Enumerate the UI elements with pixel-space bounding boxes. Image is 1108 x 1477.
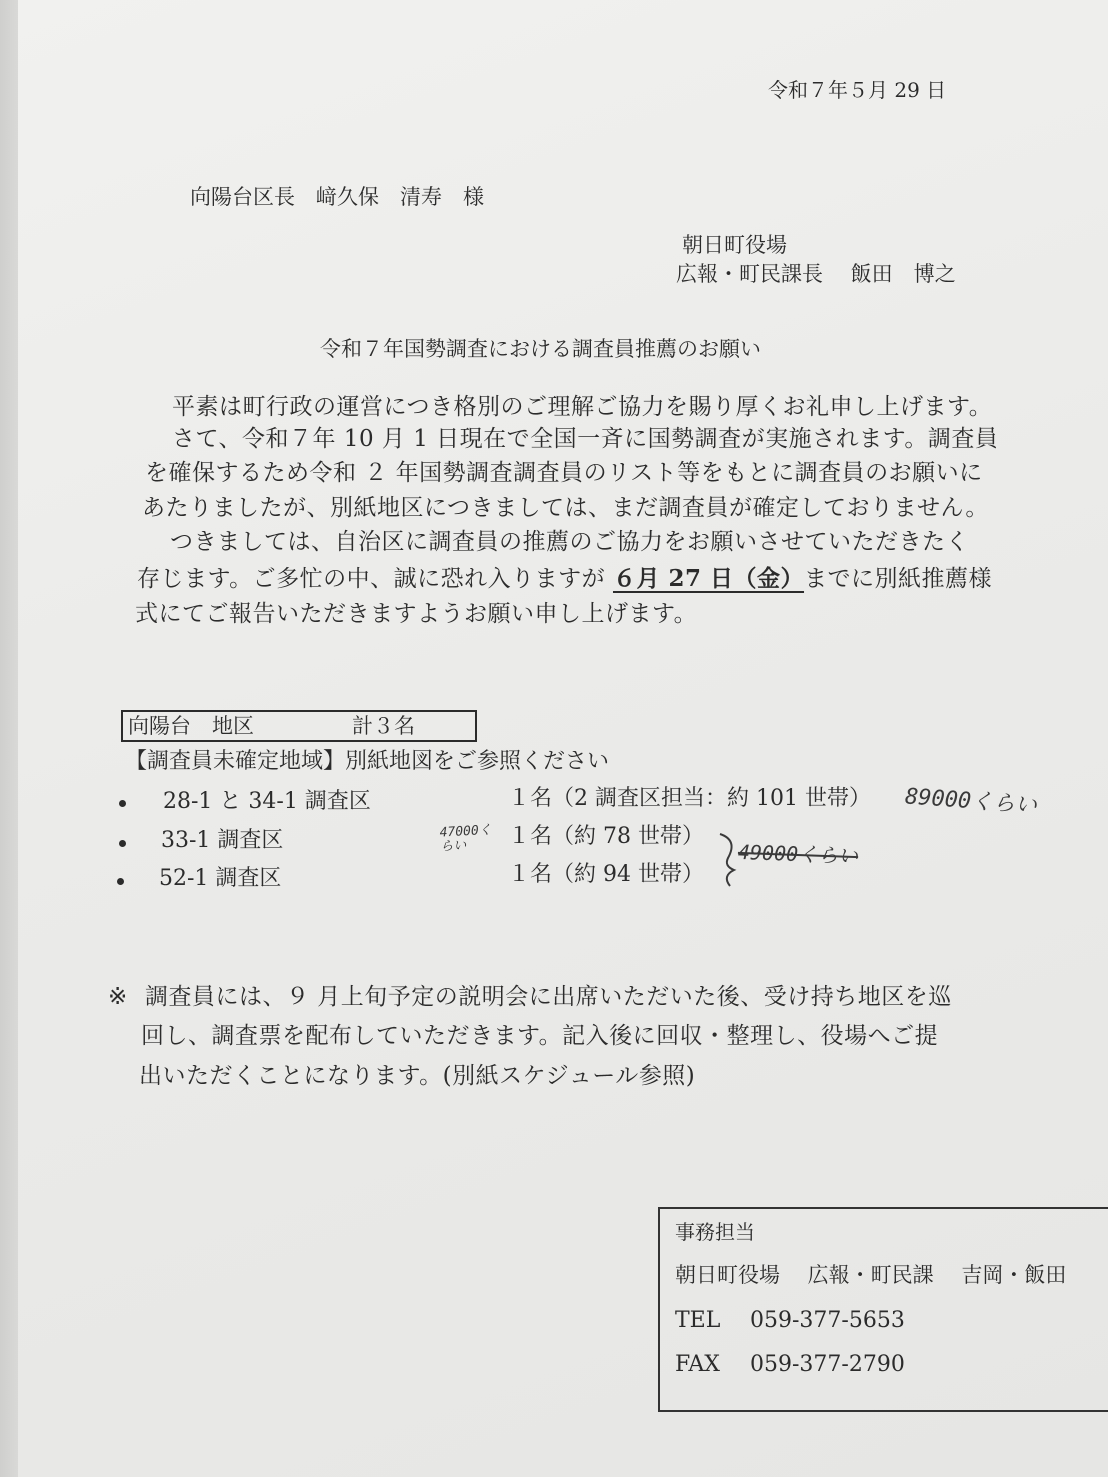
area-name: 28-1 と 34-1 調査区 [163,789,371,814]
body-line-6 [137,567,992,591]
area-detail: １名（2 調査区担当：約 101 世帯） [508,786,871,811]
bullet [119,840,126,847]
body-line-3: を確保するため令和 ２ 年国勢調査調査員のリスト等をもとに調査員のお願いに [145,460,983,486]
deadline-date: ６月 27 日（金） [612,565,805,592]
contact-fax: 059-377-2790 [750,1352,905,1377]
areas-heading: 【調査員未確定地域】別紙地図をご参照ください [125,749,610,774]
area-name: 52-1 調査区 [159,866,282,891]
recipient: 向陽台区長 﨑久保 清寿 様 [190,185,484,209]
sender-title-name: 広報・町民課長 飯田 博之 [676,262,956,286]
area-detail: １名（約 94 世帯） [508,862,704,887]
body-line-4: あたりましたが、別紙地区につきましては、まだ調査員が確定しておりません。 [142,495,989,521]
contact-office: 朝日町役場 広報・町民課 吉岡・飯田 [675,1263,1067,1287]
handwritten-note: 89000くらい [904,784,1038,819]
body-line-5: つきましては、自治区に調査員の推薦のご協力をお願いさせていただきたく [170,529,969,555]
sender-org: 朝日町役場 [682,233,787,257]
area-detail: １名（約 78 世帯） [508,824,704,849]
contact-label: 事務担当 [675,1220,755,1244]
notice-mark: ※ [108,984,128,1010]
bullet [119,800,126,807]
handwritten-note: 47000くらい [439,822,493,855]
document-subject: 令和７年国勢調査における調査員推薦のお願い [320,337,761,361]
document-date: 令和７年５月 29 日 [768,78,947,102]
notice-line-1: 調査員には、９ 月上旬予定の説明会に出席いただいた後、受け持ち地区を巡 [145,984,952,1010]
contact-tel-label: TEL [675,1308,721,1333]
body-line-6-end: までに別紙推薦様 [804,566,993,592]
handwritten-note: 49000くらい [737,839,859,869]
notice-line-2: 回し、調査票を配布していただきます。記入後に回収・整理し、役場へご提 [141,1023,939,1049]
contact-fax-label: FAX [675,1352,720,1377]
district-name: 向陽台 地区 [128,714,254,738]
area-name: 33-1 調査区 [161,828,284,853]
body-line-6-start: 存じます。ご多忙の中、誠に恐れ入りますが [137,566,613,592]
district-total: 計３名 [352,714,415,738]
body-line-7: 式にてご報告いただきますようお願い申し上げます。 [135,601,698,627]
handwritten-brace-icon [710,830,750,890]
bullet [117,878,124,885]
contact-tel: 059-377-5653 [750,1308,905,1333]
notice-line-3: 出いただくことになります。(別紙スケジュール参照) [139,1063,696,1089]
body-line-1: 平素は町行政の運営につき格別のご理解ご協力を賜り厚くお礼申し上げます。 [172,394,993,420]
body-line-2: さて、令和７年 10 月 1 日現在で全国一斉に国勢調査が実施されます。調査員 [172,426,999,452]
